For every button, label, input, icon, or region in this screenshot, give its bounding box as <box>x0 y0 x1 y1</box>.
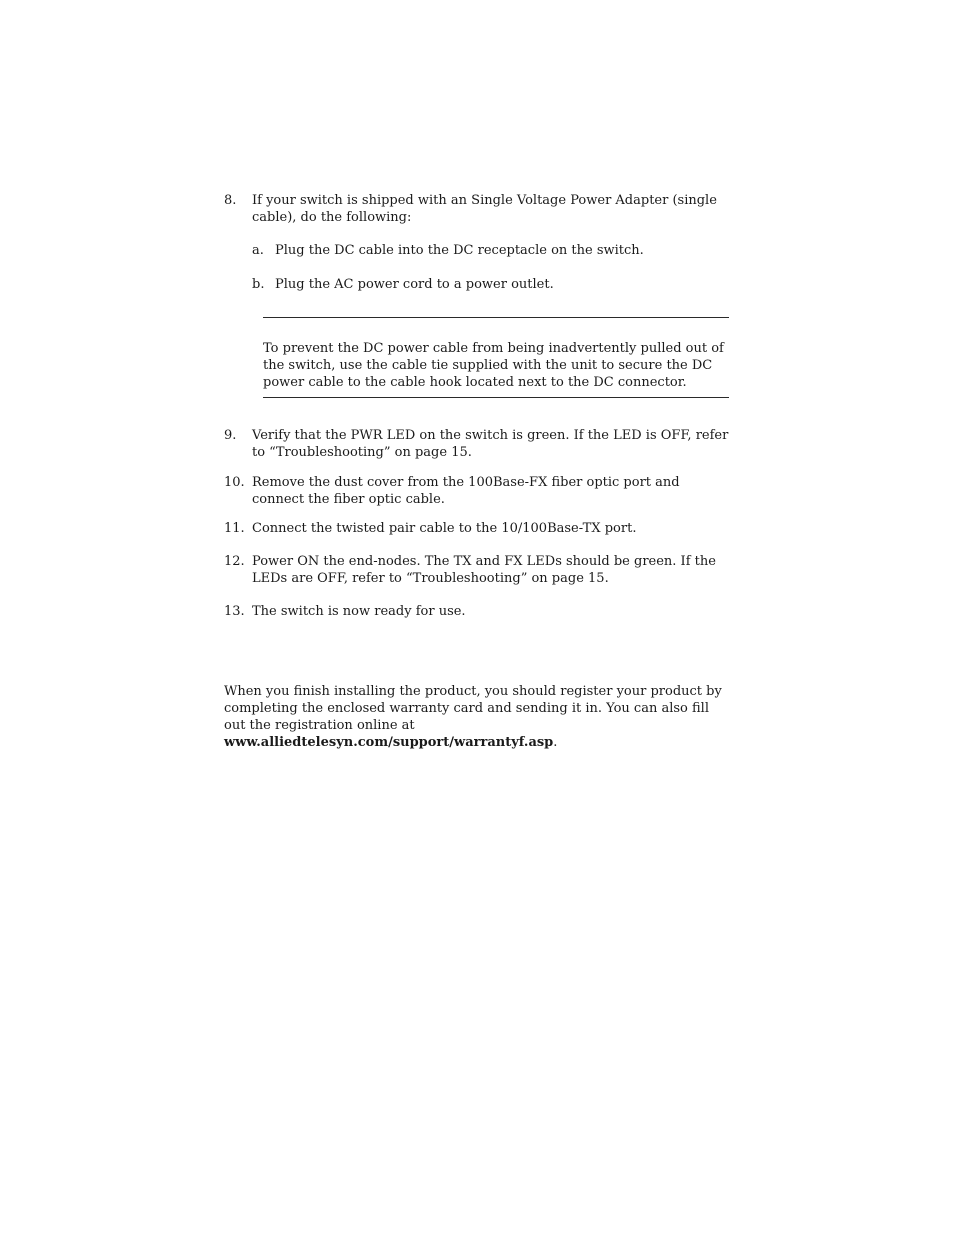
registration-paragraph <box>224 683 734 751</box>
step-text: Remove the dust cover from the 100Base-FX fiber optic port and connect the fiber optic cable. <box>252 475 680 507</box>
step-text: Connect the twisted pair cable to the 10/100Base-TX port. <box>252 521 637 536</box>
step-number: 8. <box>224 193 237 208</box>
step-text: Power ON the end-nodes. The TX and FX LEDs should be green. If the LEDs are OFF, refer to “Troubleshooting” on page 15. <box>252 554 716 586</box>
warranty-url-link[interactable]: www.alliedtelesyn.com/support/warrantyf.asp <box>224 735 554 750</box>
step-number: 13. <box>224 604 245 619</box>
step-number: 12. <box>224 554 245 569</box>
note-top-rule <box>263 317 729 318</box>
step-number: 11. <box>224 521 245 536</box>
substep-text: Plug the DC cable into the DC receptacle on the switch. <box>275 243 644 258</box>
registration-text: When you finish installing the product, you should register your product by completing the enclosed warranty card and sending it in. You can also fill out the registration online at <box>224 684 722 733</box>
step-text: The switch is now ready for use. <box>252 604 466 619</box>
note-bottom-rule <box>263 397 729 398</box>
step-text: If your switch is shipped with an Single Voltage Power Adapter (single cable), do the following: <box>252 193 717 225</box>
substep-text: Plug the AC power cord to a power outlet. <box>275 277 554 292</box>
registration-period: . <box>553 735 558 750</box>
step-number: 10. <box>224 475 245 490</box>
note-text: To prevent the DC power cable from being inadvertently pulled out of the switch, use the cable tie supplied with the unit to secure the DC power cable to the cable hook located next to the DC connector. <box>263 341 724 390</box>
step-number: 9. <box>224 428 237 443</box>
substep-letter: a. <box>252 243 264 258</box>
step-text: Verify that the PWR LED on the switch is green. If the LED is OFF, refer to “Troubleshooting” on page 15. <box>252 428 729 460</box>
substep-letter: b. <box>252 277 265 292</box>
